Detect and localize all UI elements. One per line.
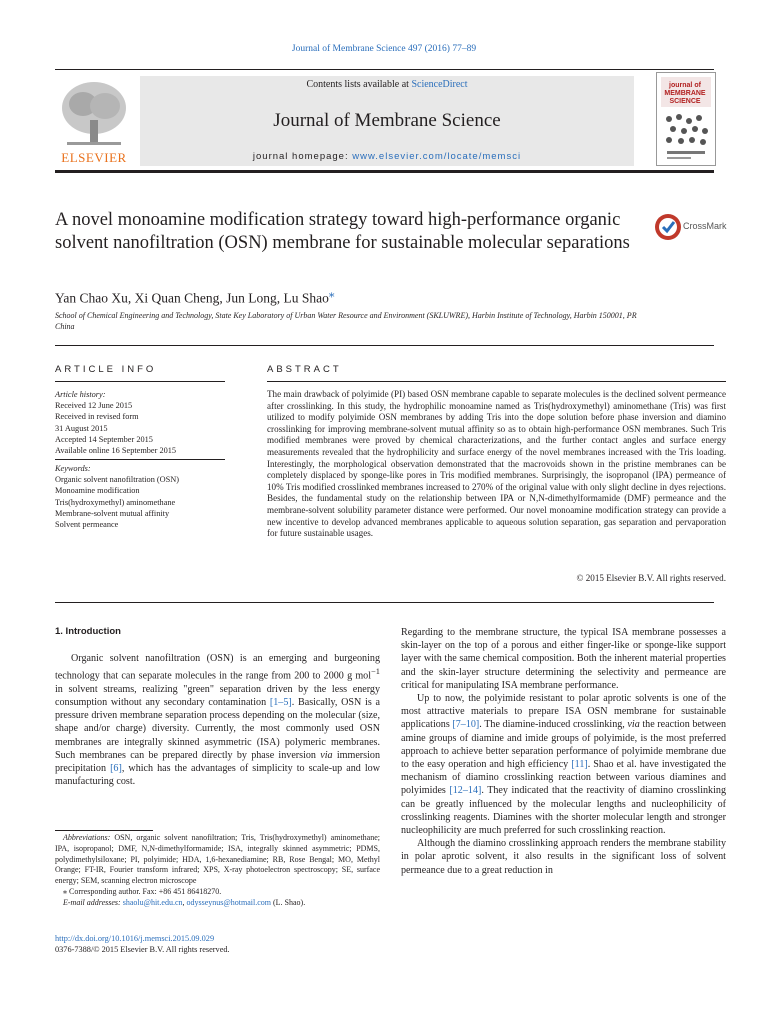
text-run: . The diamine-induced crosslinking, — [479, 719, 628, 731]
abbreviations-footnote — [55, 833, 380, 887]
text-run: . Shao et al. have investigated the mechanism of diamino crosslinking reaction between various diamines and polyimides — [401, 759, 726, 797]
crossmark-label[interactable]: CrossMark — [683, 221, 727, 231]
text-run: Organic solvent nanofiltration (OSN) is an emerging and burgeoning technology that can separate molecules in the range from 200 to 2000 g mol — [55, 653, 380, 682]
authors-text: Yan Chao Xu, Xi Quan Cheng, Jun Long, Lu Shao — [55, 290, 329, 306]
abbreviations-text: OSN, organic solvent nanofiltration; Tris, Tris(hydroxymethyl) aminomethane; IPA, isopropanol; DMF, N,N-dimethylformamide; ISA, integrally skinned asymmetric; PDMS, polydimethylsiloxane; PI, polyimide; HDA, 1,6-hexanediamine; RB, Rose Bengal; MO, Methyl Orange; FT-IR, Fourier transform infrared; XPS, X-ray photoelectron spectroscopy; SE, surface energy; SEM, scanning electron microscope — [55, 833, 380, 886]
intro-paragraph — [401, 692, 726, 837]
journal-homepage — [140, 151, 634, 162]
introduction-heading: 1. Introduction — [55, 626, 121, 637]
header-bottom-rule — [55, 170, 714, 173]
journal-title: Journal of Membrane Science — [273, 110, 501, 131]
affiliation: School of Chemical Engineering and Technology, State Key Laboratory of Urban Water Resource and Environment (SKLUWRE), Harbin Institute of Technology, Harbin 150001, PR China — [55, 311, 637, 331]
keyword-item: Solvent permeance — [55, 520, 119, 530]
abstract-heading: ABSTRACT — [267, 364, 342, 375]
history-label: Article history: — [55, 390, 106, 399]
history-item: 31 August 2015 — [55, 423, 108, 433]
text-run: in solvent streams, realizing "green" separation driven by the less energy consumption without any secondary contamination — [55, 683, 380, 708]
history-item: Accepted 14 September 2015 — [55, 434, 153, 444]
corresponding-footnote: ⁎ Corresponding author. Fax: +86 451 86418270. — [63, 886, 222, 896]
intro-left-column — [55, 652, 380, 788]
intro-right-column — [401, 626, 726, 877]
issn-line: 0376-7388/© 2015 Elsevier B.V. All rights reserved. — [55, 944, 230, 954]
keyword-item: Tris(hydroxymethyl) aminomethane — [55, 497, 176, 507]
keyword-item: Membrane-solvent mutual affinity — [55, 508, 170, 518]
author-list — [55, 287, 335, 307]
contents-prefix: Contents lists available at — [306, 79, 412, 90]
keyword-item: Organic solvent nanofiltration (OSN) — [55, 475, 180, 485]
doi-link[interactable]: http://dx.doi.org/10.1016/j.memsci.2015.09.029 — [55, 934, 215, 943]
footnotes — [55, 833, 380, 909]
article-info-rule — [55, 381, 225, 382]
article-info-heading: ARTICLE INFO — [55, 364, 157, 375]
citation-link[interactable]: [11] — [571, 759, 588, 771]
italic-term: via — [627, 719, 640, 731]
keywords-label: Keywords: — [55, 464, 91, 473]
email-footnote — [55, 898, 380, 909]
footnote-rule — [55, 830, 153, 831]
intro-paragraph: Regarding to the membrane structure, the typical ISA membrane possesses a skin-layer on the top of a porous and either finger-like or sponge-like support layer with the same chemical composition. Both the inherent material properties and the skin-layer structure determining the selectivity and permeance are critical for manipulating ISA membrane performance. — [401, 627, 726, 691]
text-run: , which has the advantages of simplicity to scale-up and low manufacturing cost. — [55, 762, 381, 788]
email-label: E-mail addresses: — [63, 897, 123, 907]
journal-reference[interactable]: Journal of Membrane Science 497 (2016) 77–89 — [291, 44, 477, 54]
citation-link[interactable]: [1–5] — [269, 696, 292, 708]
superscript: −1 — [371, 667, 380, 677]
citation-link[interactable]: [7–10] — [452, 719, 480, 731]
text-run: immersion precipitation — [55, 749, 380, 774]
text-run: . They indicated that the reactivity of diamino crosslinking can be greatly influenced by the molecular lengths and nucleophilicity of crosslinking reagents. Diamines with the shorter molecular length and stronger nucleophilicity are much preferred for such crosslinking reaction. — [401, 785, 726, 837]
history-item: Received in revised form — [55, 412, 139, 422]
abstract-rule — [267, 381, 726, 382]
history-item: Available online 16 September 2015 — [55, 446, 177, 456]
intro-paragraph: Although the diamino crosslinking approach renders the membrane stability in polar aprotic solvent, it also results in the significant loss of solvent permeance due to a great reduction in — [401, 838, 726, 876]
publisher-name: ELSEVIER — [61, 150, 127, 165]
corresponding-author-mark[interactable]: ⁎ — [328, 288, 335, 300]
keywords — [55, 463, 225, 530]
email-link[interactable]: odysseynus@hotmail.com — [186, 897, 271, 907]
citation-link[interactable]: [12–14] — [449, 785, 482, 797]
header-top-rule — [55, 69, 714, 70]
abstract-copyright: © 2015 Elsevier B.V. All rights reserved. — [576, 573, 726, 583]
email-link[interactable]: shaolu@hit.edu.cn — [122, 897, 183, 907]
homepage-prefix: journal homepage: — [252, 151, 353, 162]
keyword-item: Monoamine modification — [55, 486, 140, 496]
article-history — [55, 389, 225, 456]
history-item: Received 12 June 2015 — [55, 401, 133, 411]
article-title: A novel monoamine modification strategy toward high-performance organic solvent nanofiltration (OSN) membrane for sustainable molecular separations — [55, 210, 630, 253]
crossmark-icon[interactable] — [654, 213, 682, 241]
abbreviations-label: Abbreviations: — [63, 833, 111, 842]
cover-title: journal of MEMBRANE SCIENCE — [664, 82, 706, 105]
homepage-link[interactable]: www.elsevier.com/locate/memsci — [352, 151, 522, 162]
text-run: , — [182, 897, 187, 907]
abstract-text: The main drawback of polyimide (PI) based OSN membrane capable to separate molecules is the declined solvent permeance after crosslinking. In this study, the hydrophilic monoamine named as Tris(hydroxymethyl) aminomethane (Tris) was first utilized to modify polyimide OSN membranes by adding Tris into the dope solution before phase inversion and diamino crosslinking for improving membrane-solvent mutual affinity so as to obtain high-performance OSN membranes. Such Tris modified membranes were proved by chemical characterizations, and the further contact angles and surface energy measurements revealed that the hydrophilicity and surface energy of the novel membranes increased with the Tris loading. Interestingly, the morphological observation demonstrated that the macrovoids shown in the pristine membranes can be completely displaced by sponge-like pores in Tris modified membranes. Surprisingly, the isopropanol (IPA) permeance of 10% Tris modified crosslinked membranes increased to 270% of the original value with only slight decline in dyes rejections. Besides, the fundamental study on the relationship between IPA or N,N-dimethylformamide (DMF) permeance and the membrane-solvent solubility parameter distance were performed. Our novel monoamine modification strategy can provide a new incentive to develop advanced membranes applicable to aqueous solution separation, gas separation and pervaporation for future sustainable usages. — [267, 389, 726, 539]
doi-block — [55, 934, 230, 956]
text-run: (L. Shao). — [271, 897, 306, 907]
intro-paragraph — [55, 652, 380, 788]
citation-link[interactable]: [6] — [110, 762, 122, 774]
text-run: Up to now, the polyimide resistant to polar aprotic solvents is one of the most attractive materials to prepare ISA OSN membrane for sustainable applications — [401, 693, 726, 731]
sciencedirect-link[interactable]: ScienceDirect — [411, 79, 468, 90]
section-rule — [55, 345, 714, 346]
text-run: the reaction between amine groups of diamine and imide groups of polyimide, is the most preferred approach to achieve better separation performance of polyimide membrane due to the easy operation and high efficiency — [401, 719, 726, 771]
contents-line — [140, 79, 634, 90]
keywords-rule — [55, 459, 225, 460]
italic-term: via — [320, 749, 333, 761]
front-matter-end-rule — [55, 602, 714, 603]
text-run: . Basically, OSN is a pressure driven membrane separation process depending on the molecular (size, shape and/or charge) diversity. Currently, the most commonly used OSN membranes are integrally skinned asymmetric (ISA) polymeric membranes. Such membranes can be prepared directly by phase inversion — [55, 696, 380, 761]
